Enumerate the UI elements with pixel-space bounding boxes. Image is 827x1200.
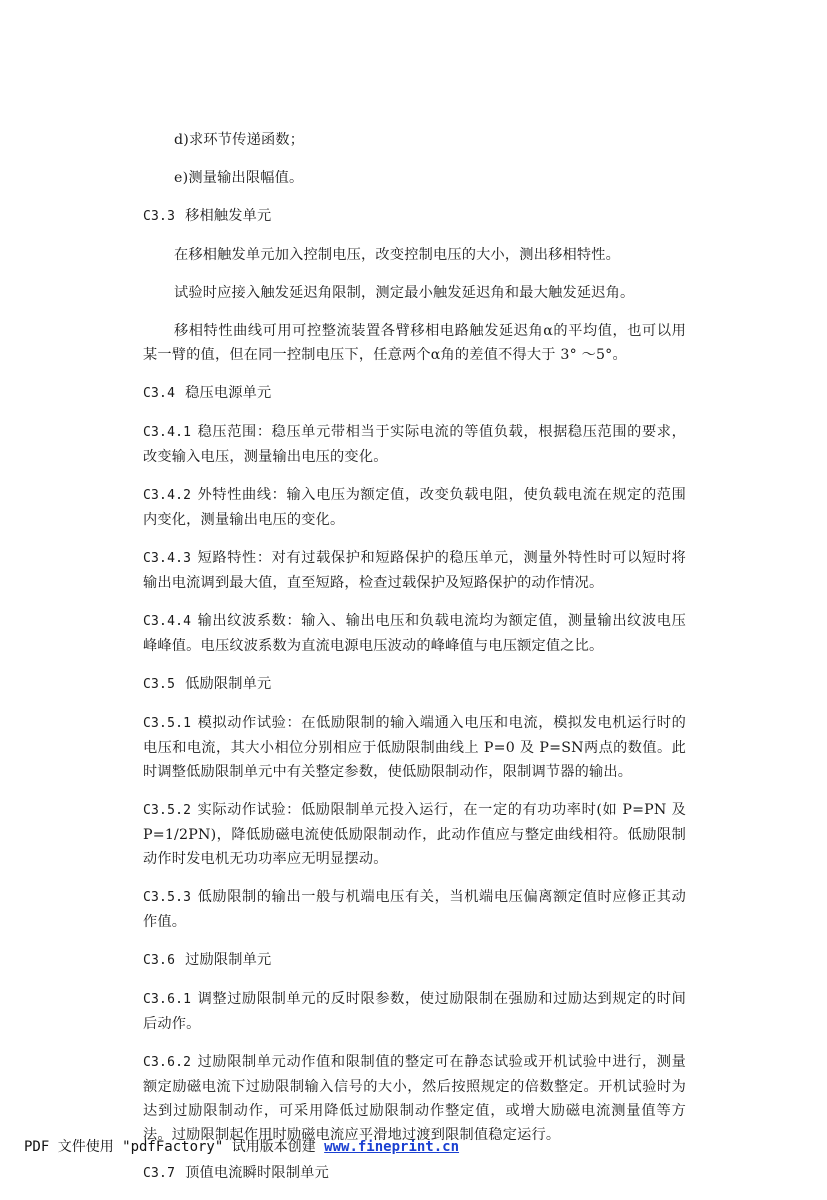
section-title: 移相触发单元 [185,208,272,224]
section-title: 过励限制单元 [185,952,272,968]
section-title: 稳压电源单元 [185,385,272,401]
clause-c3-4-4 [143,609,686,658]
clause-c3-5-3 [143,885,686,934]
paragraph: 在移相触发单元加入控制电压，改变控制电压的大小，测出移相特性。 [174,247,621,263]
clause-text: 调整过励限制单元的反时限参数，使过励限制在强励和过励达到规定的时间后动作。 [143,991,686,1032]
section-title: 低励限制单元 [185,676,272,692]
clause-text: 模拟动作试验：在低励限制的输入端通入电压和电流，模拟发电机运行时的电压和电流，其大小相位分别相应于低励限制曲线上 P=0 及 P=SN两点的数值。此时调整低励限制单元中有关整定参数，使低励限制动作，限制调节器的输出。 [143,715,686,780]
section-number: C3.6 [143,953,176,968]
clause-text: 稳压范围：稳压单元带相当于实际电流的等值负载，根据稳压范围的要求，改变输入电压，测量输出电压的变化。 [143,424,686,465]
section-heading-c3-3 [143,204,686,229]
clause-number: C3.6.2 [143,1055,192,1070]
clause-text: 短路特性：对有过载保护和短路保护的稳压单元，测量外特性时可以短时将输出电流调到最大值，直至短路，检查过载保护及短路保护的动作情况。 [143,550,686,591]
clause-c3-5-2 [143,798,686,871]
clause-c3-6-2 [143,1050,686,1147]
section-heading-c3-5 [143,672,686,697]
clause-text: 实际动作试验：低励限制单元投入运行，在一定的有功功率时(如 P=PN 及 P=1/2PN)，降低励磁电流使低励限制动作，此动作值应与整定曲线相符。低励限制动作时发电机无功功率应无明显摆动。 [143,802,686,867]
clause-c3-4-2 [143,483,686,532]
section-number: C3.4 [143,386,176,401]
clause-number: C3.6.1 [143,992,192,1007]
clause-number: C3.5.3 [143,890,192,905]
clause-c3-4-1 [143,420,686,469]
list-item-d: d)求环节传递函数； [174,132,305,148]
document-body [143,128,686,1200]
section-number: C3.5 [143,677,176,692]
clause-number: C3.4.4 [143,614,192,629]
section-heading-c3-4 [143,381,686,406]
clause-text: 过励限制单元动作值和限制值的整定可在静态试验或开机试验中进行，测量额定励磁电流下过励限制输入信号的大小，然后按照规定的倍数整定。开机试验时为达到过励限制动作，可采用降低过励限制动作整定值，或增大励磁电流测量值等方法。过励限制起作用时励磁电流应平滑地过渡到限制值稳定运行。 [143,1054,686,1143]
clause-number: C3.4.3 [143,551,192,566]
paragraph: 试验时应接入触发延迟角限制，测定最小触发延迟角和最大触发延迟角。 [174,285,635,301]
clause-number: C3.4.2 [143,488,192,503]
section-title: 顶值电流瞬时限制单元 [185,1165,329,1181]
section-number: C3.3 [143,209,176,224]
paragraph: 移相特性曲线可用可控整流装置各臂移相电路触发延迟角α的平均值，也可以用某一臂的值，但在同一控制电压下，任意两个α角的差值不得大于 3° ～5°。 [143,323,686,363]
footer-text: PDF 文件使用 "pdfFactory" 试用版本创建 [24,1139,316,1155]
section-heading-c3-7 [143,1161,686,1186]
clause-number: C3.5.1 [143,716,192,731]
clause-text: 输出纹波系数：输入、输出电压和负载电流均为额定值，测量输出纹波电压峰峰值。电压纹波系数为直流电源电压波动的峰峰值与电压额定值之比。 [143,613,686,654]
footer-link[interactable]: www.fineprint.cn [324,1139,460,1155]
clause-c3-4-3 [143,546,686,595]
clause-number: C3.5.2 [143,803,192,818]
clause-text: 外特性曲线：输入电压为额定值，改变负载电阻，使负载电流在规定的范围内变化，测量输出电压的变化。 [143,487,686,528]
clause-c3-6-1 [143,987,686,1036]
section-heading-c3-6 [143,948,686,973]
clause-number: C3.4.1 [143,425,192,440]
pdf-footer [24,1136,459,1156]
section-number: C3.7 [143,1166,176,1181]
clause-text: 低励限制的输出一般与机端电压有关，当机端电压偏离额定值时应修正其动作值。 [143,889,686,930]
list-item-e: e)测量输出限幅值。 [174,170,304,186]
clause-c3-5-1 [143,711,686,784]
